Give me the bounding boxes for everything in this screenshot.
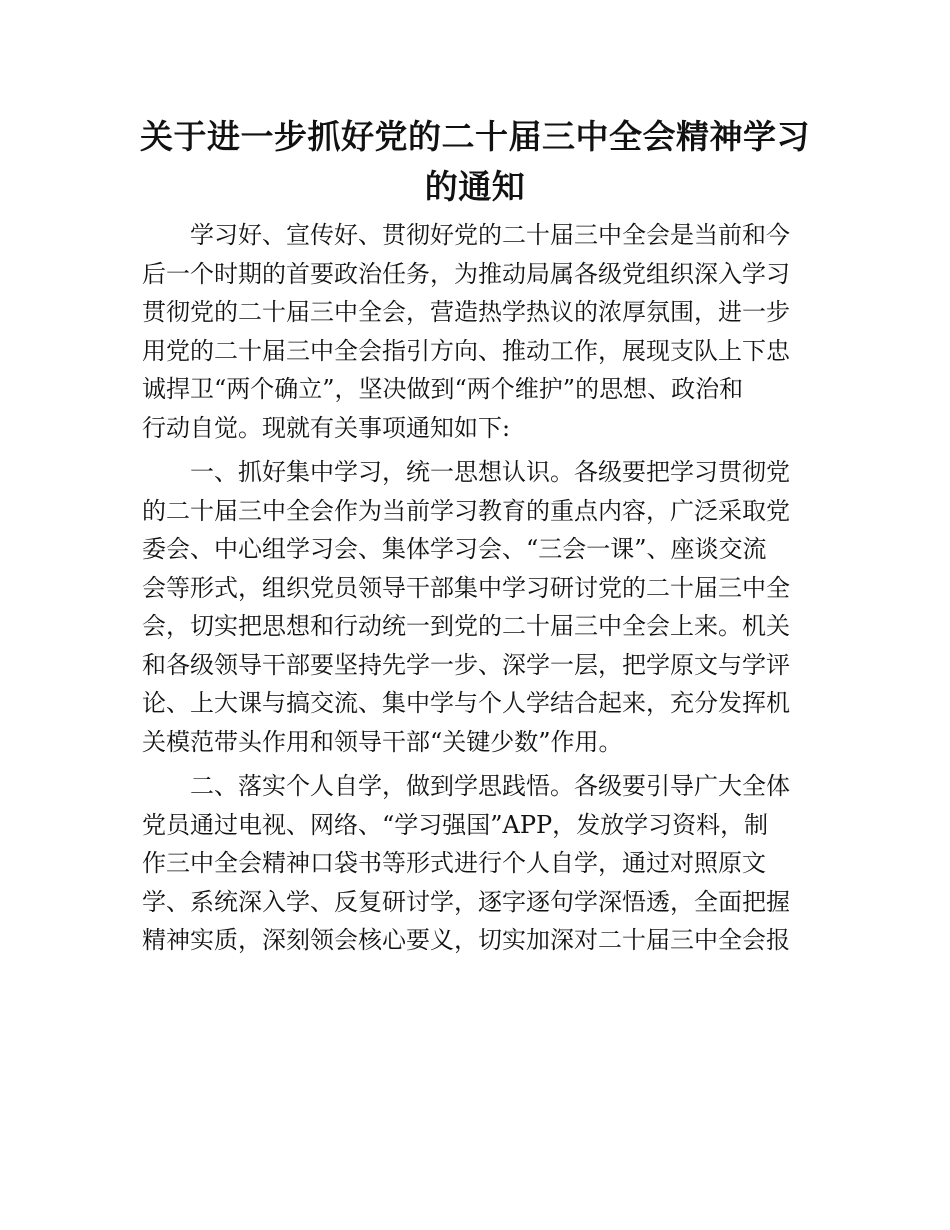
paragraph-line: 的二十届三中全会作为当前学习教育的重点内容，广泛采取党 [142, 496, 790, 525]
paragraph-line: 行动自觉。现就有关事项通知如下: [142, 413, 511, 442]
paragraph-line: 作三中全会精神口袋书等形式进行个人自学，通过对照原文 [142, 849, 766, 877]
paragraph-line: 贯彻党的二十届三中全会，营造热学热议的浓厚氛围，进一步 [142, 298, 790, 326]
paragraph-line: 关模范带头作用和领导干部“关键少数”作用。 [142, 727, 623, 756]
paragraph-line: 诚捍卫“两个确立”，坚决做到“两个维护”的思想、政治和 [142, 375, 744, 403]
paragraph-line: 会，切实把思想和行动统一到党的二十届三中全会上来。机关 [142, 612, 790, 640]
paragraph-line: 论、上大课与搞交流、集中学与个人学结合起来，充分发挥机 [142, 689, 790, 717]
paragraph-line: 二、落实个人自学，做到学思践悟。各级要引导广大全体 [190, 772, 790, 800]
title-line: 关于进一步抓好党的二十届三中全会精神学习 [140, 117, 810, 156]
paragraph-line: 会等形式，组织党员领导干部集中学习研讨党的二十届三中全 [142, 573, 790, 602]
paragraph-section-one [142, 453, 810, 761]
paragraph-line: 学习好、宣传好、贯彻好党的二十届三中全会是当前和今 [190, 221, 790, 249]
paragraph-section-two [142, 767, 810, 960]
paragraph-line: 和各级领导干部要坚持先学一步、深学一层，把学原文与学评 [142, 650, 790, 679]
title-line: 的通知 [424, 167, 526, 206]
paragraph-line: 用党的二十届三中全会指引方向、推动工作，展现支队上下忠 [142, 336, 790, 365]
paragraph-line: 精神实质，深刻领会核心要义，切实加深对二十届三中全会报 [142, 926, 790, 954]
paragraph-line: 党员通过电视、网络、“学习强国”APP，发放学习资料，制 [142, 810, 769, 839]
paragraph-intro [142, 216, 810, 447]
paragraph-line: 后一个时期的首要政治任务，为推动局属各级党组织深入学习 [142, 259, 790, 288]
paragraph-line: 一、抓好集中学习，统一思想认识。各级要把学习贯彻党 [190, 458, 790, 486]
document-body [142, 216, 810, 966]
document-title [100, 112, 850, 212]
paragraph-line: 委会、中心组学习会、集体学习会、“三会一课”、座谈交流 [142, 535, 767, 563]
paragraph-line: 学、系统深入学、反复研讨学，逐字逐句学深悟透，全面把握 [142, 887, 790, 916]
